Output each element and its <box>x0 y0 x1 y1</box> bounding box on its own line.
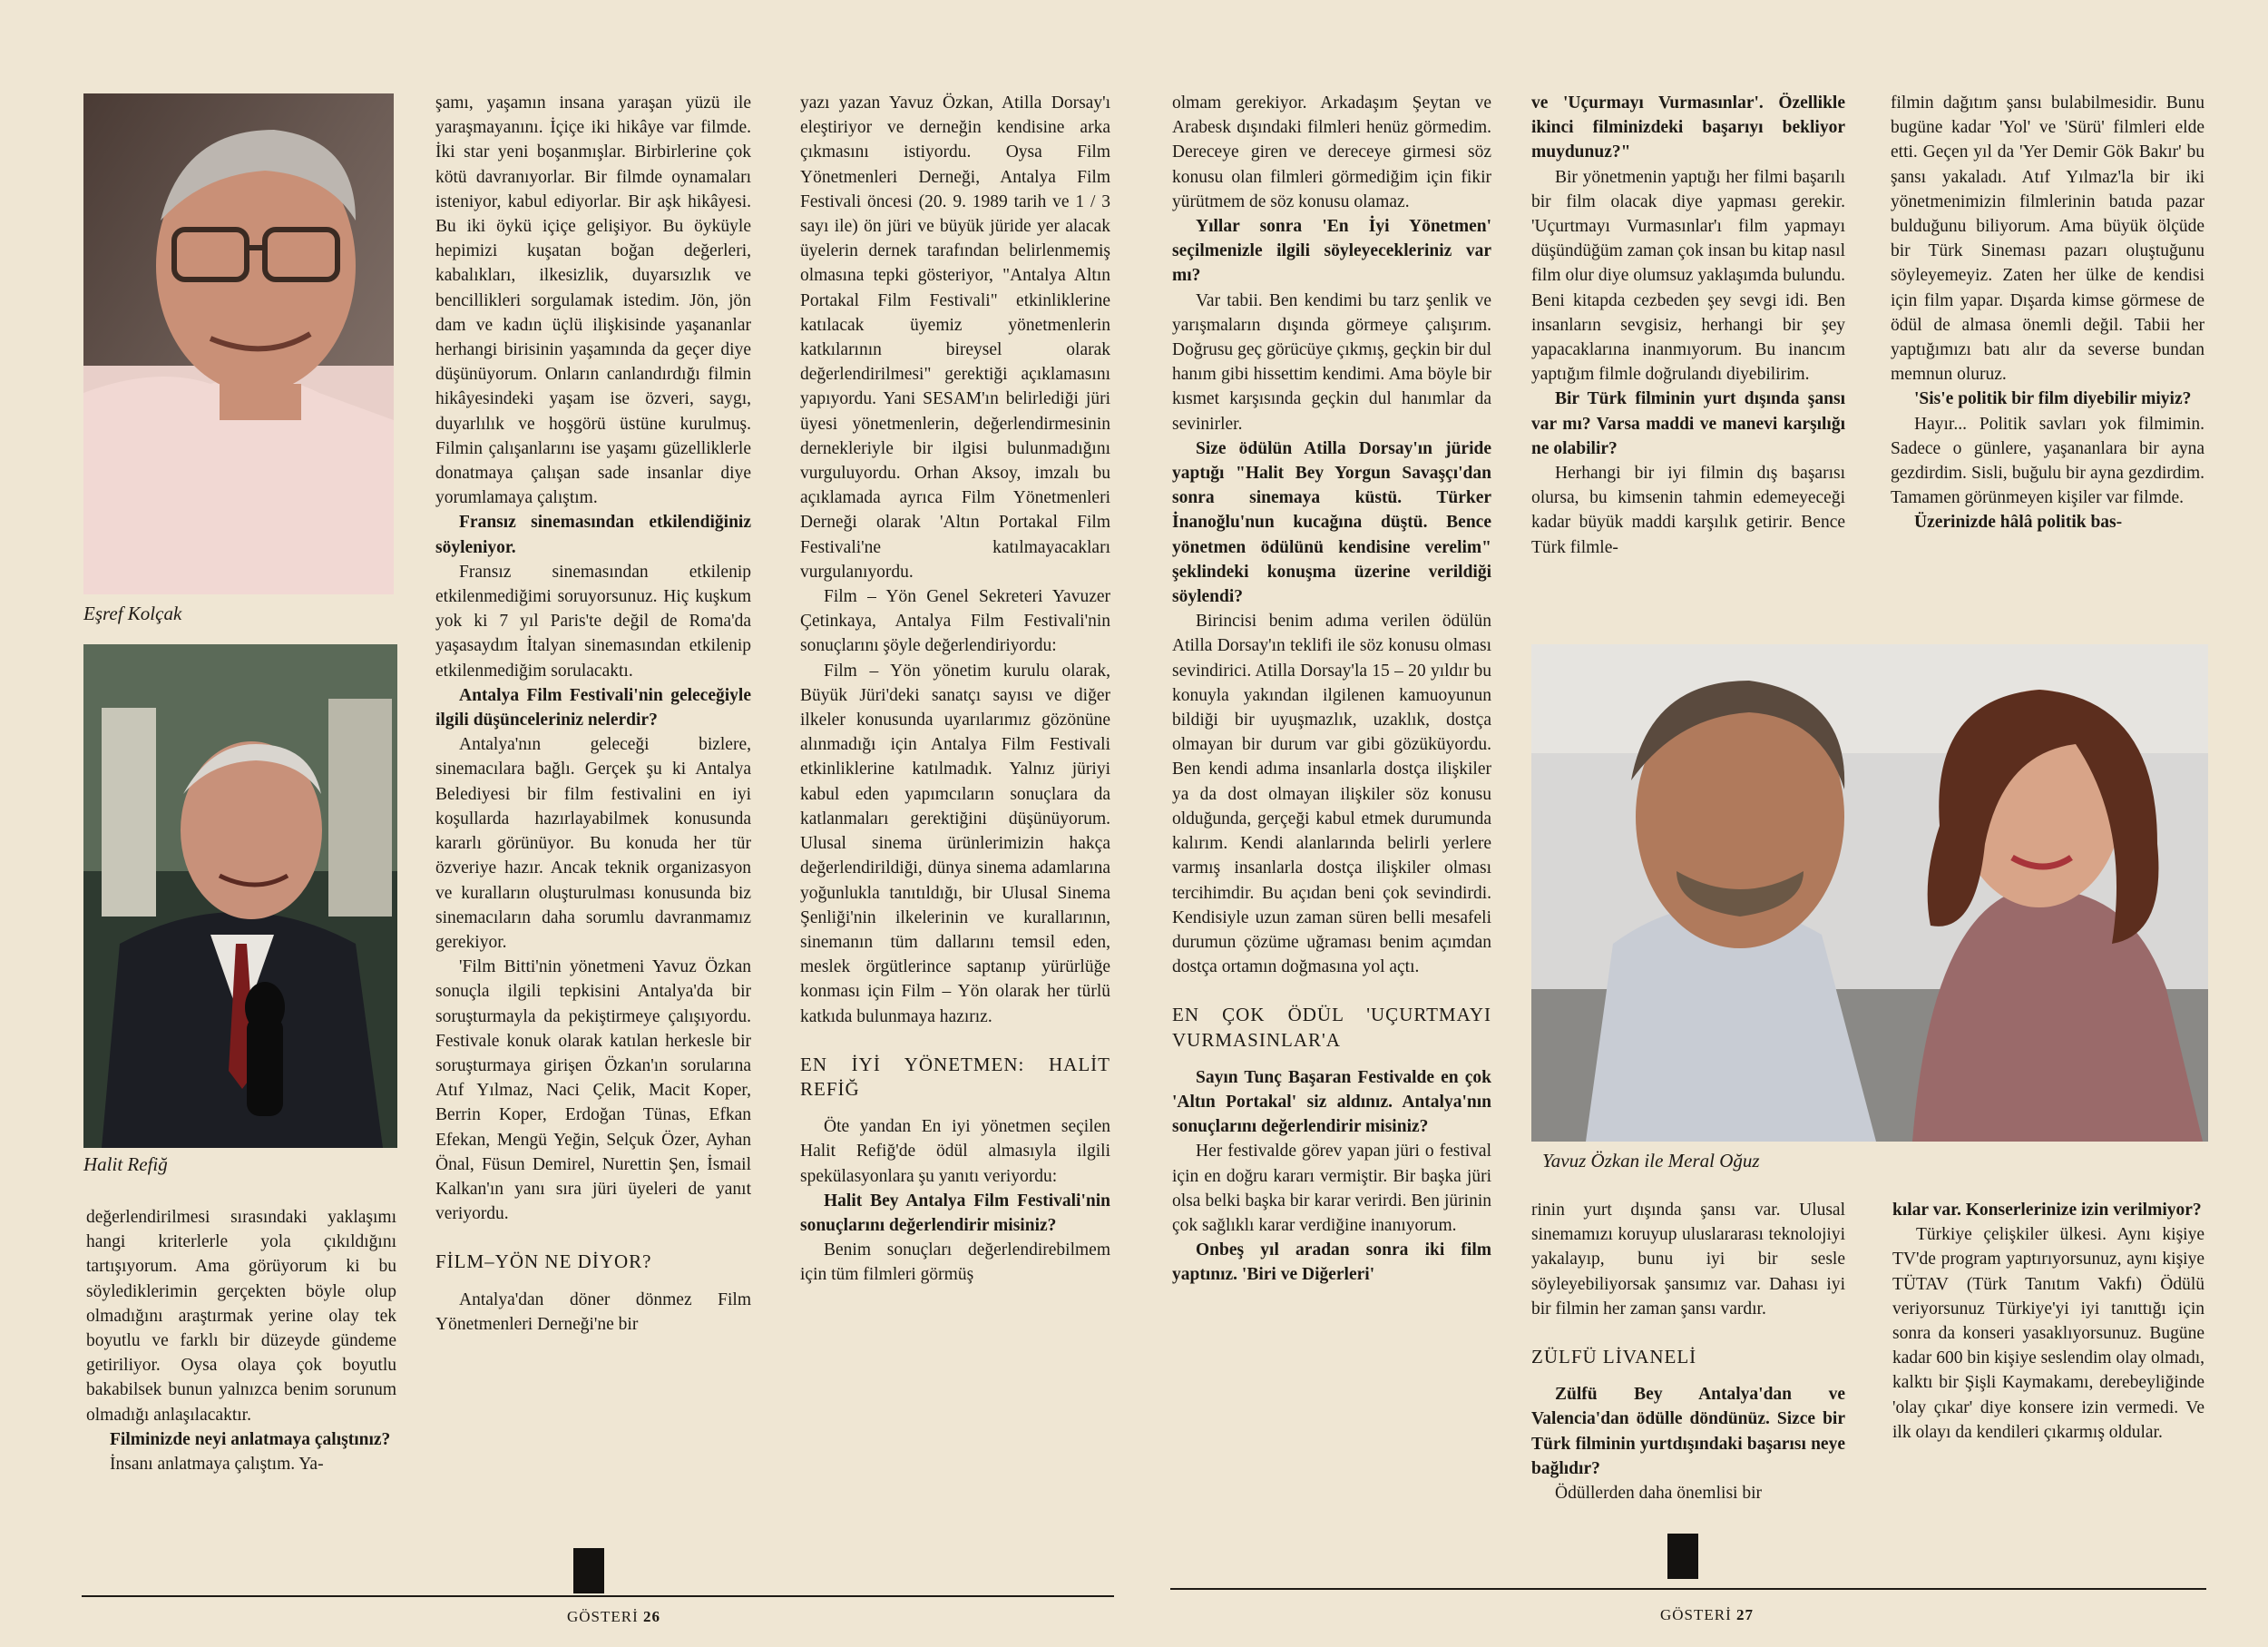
interview-question: Bir Türk filminin yurt dışında şansı var mı? Varsa maddi ve manevi karşılığı ne olabilir? <box>1531 389 1845 458</box>
paragraph: filmin dağıtım şansı bulabilmesidir. Bunu bugüne kadar 'Yol' ve 'Sürü' filmleri elde etti. Geçen yıl da 'Yer Demir Gök Bakır' bu şansı yakaladı. Atıf Yılmaz'la bir iki yönetmenimizin filmlerinin batıda pazar bulduğunu biliyorum. Ama büyük ölçüde bir Türk Sineması pazarı oluştuğunu söyleyemeyiz. Zaten her ülke de kendisi için film yapar. Dışarda kimse görmese de ödül de almasa önemli değil. Tabii her yaptığımızı batı alır da severse bundan memnun oluruz. <box>1891 93 2204 385</box>
footer-mark-right <box>1667 1534 1698 1579</box>
paragraph: İnsanı anlatmaya çalıştım. Ya- <box>110 1455 324 1475</box>
column-6-top <box>1891 91 2204 628</box>
section-heading: ZÜLFÜ LİVANELİ <box>1531 1346 1697 1368</box>
interview-question: Filminizde neyi anlatmaya çalıştınız? <box>110 1429 391 1449</box>
photo-halit-refig <box>83 644 397 1148</box>
column-6-bottom <box>1892 1198 2204 1526</box>
caption-photo1: Eşref Kolçak <box>83 603 182 624</box>
paragraph: Antalya'dan döner dönmez Film Yönetmenleri Derneği'ne bir <box>435 1289 751 1334</box>
paragraph: Antalya'nın geleceği bizlere, sinemacılara bağlı. Gerçek şu ki Antalya Belediyesi bir film festivalini en iyi koşullarda hazırlayabilmek konusunda kararlı görünüyor. Bu konuda her tür özveriye hazır. Ancak teknik organizasyon ve kuralların oluşturulması konusunda biz sinemacıların daha sorumlu davranmamız gerekiyor. <box>435 735 751 952</box>
column-3 <box>800 91 1110 1543</box>
paragraph: rinin yurt dışında şansı var. Ulusal sinemamızı koruyup uluslararası teknolojiyi yakalayıp, bunu iyi bir sesle söyleyebiliyorsak şansımız var. Dahası iyi bir filmin her zaman şansı vardır. <box>1531 1201 1845 1319</box>
footer-left-page: 26 <box>643 1608 661 1625</box>
paragraph: 'Film Bitti'nin yönetmeni Yavuz Özkan sonuçla ilgili tepkisini Antalya'da bir soruşturmayla da pekiştirmeye çalışıyordu. Festivale konuk olarak katılan herkesle bir soruşturmaya girişen Özkan'ın sorularına Atıf Yılmaz, Naci Çelik, Macit Koper, Berrin Koper, Erdoğan Tünas, Efkan Efekan, Mengü Yeğin, Selçuk Özer, Ayhan Önal, Füsun Demirel, Nurettin Şen, İsmail Kalkan'ın yanı sıra jüri üyeleri de yanıt veriyordu. <box>435 957 751 1224</box>
interview-question: Onbeş yıl aradan sonra iki film yaptınız. 'Biri ve Diğerleri' <box>1172 1240 1491 1285</box>
column-2 <box>435 91 751 1543</box>
paragraph: Var tabii. Ben kendimi bu tarz şenlik ve yarışmaların dışında görmeye çalışırım. Doğrusu geç görücüye çıkmış, geçkin bir dul hanım gibi hissettim kendimi. Ama böyle bir kısmet karşısında geçkin dul hanımlar da sevinirler. <box>1172 290 1491 434</box>
footer-rule-right <box>1170 1588 2206 1590</box>
caption-photo2: Halit Refiğ <box>83 1153 168 1175</box>
interview-question: kılar var. Konserlerinize izin verilmiyor? <box>1892 1201 2202 1220</box>
interview-question: ve 'Uçurmayı Vurmasınlar'. Özellikle ikinci filminizdeki başarıyı bekliyor muydunuz?" <box>1531 93 1845 162</box>
interview-question: Size ödülün Atilla Dorsay'ın jüride yaptığı "Halit Bey Yorgun Savaşçı'dan sonra sinemaya küstü. Türker İnanoğlu'nun kucağına düştü. Bence yönetmen ödülünü kendisine verelim" şeklindeki konuşma üzerine verildiği söylendi? <box>1172 438 1491 607</box>
footer-left-label: GÖSTERİ <box>567 1608 639 1625</box>
column-5-top <box>1531 91 1845 628</box>
paragraph: Herhangi bir iyi filmin dış başarısı olursa, bu kimsenin tahmin edemeyeceği kadar büyük maddi karşılık getirir. Bence Türk filmle- <box>1531 464 1845 557</box>
photo-yavuz-ozkan-meral-oguz <box>1531 644 2208 1142</box>
paragraph: Hayır... Politik savları yok filmimin. Sadece o günlere, yaşananlara bir ayna gezdirdim. Sisli, buğulu bir ayna gezdirdim. Tamamen görünmeyen kişiler var filmde. <box>1891 414 2204 508</box>
footer-folio-left <box>567 1608 660 1626</box>
interview-question: Sayın Tunç Başaran Festivalde en çok 'Altın Portakal' siz aldınız. Antalya'nın sonuçlarını değerlendirir misiniz? <box>1172 1067 1491 1137</box>
interview-question: Antalya Film Festivali'nin geleceğiyle ilgili düşünceleriniz nelerdir? <box>435 685 751 730</box>
paragraph: Fransız sinemasından etkilenip etkilenmediğimi soruyorsunuz. Hiç kuşkum yok ki 7 yıl Paris'te değil de Roma'da yaşasaydım İtalyan sinemasından etkilenip etkilenmediğim sorulacaktı. <box>435 562 751 681</box>
footer-rule-left <box>82 1595 1114 1597</box>
footer-right-page: 27 <box>1736 1606 1755 1623</box>
footer-right-label: GÖSTERİ <box>1660 1606 1732 1623</box>
footer-folio-right <box>1660 1606 1754 1624</box>
caption-photo3: Yavuz Özkan ile Meral Oğuz <box>1542 1150 1760 1172</box>
section-heading: EN ÇOK ÖDÜL 'UÇURTMAYI VURMASINLAR'A <box>1172 1004 1491 1051</box>
paragraph: Film – Yön yönetim kurulu olarak, Büyük Jüri'deki sanatçı sayısı ve diğer ilkeler konusunda uyarılarımız gözönüne alınmadığı için Antalya Film Festivali etkinliklerine katılmadık. Yalnız jüriyi kabul eden yapımcıların sonuçlara da katlanmaları gerektiğini düşünüyorum. Ulusal sinema ürünlerimizin hakça değerlendirildiği, dünya sinema adamlarına yoğunlukla tanıtıldığı, bir Ulusal Sinema Şenliği'nin ilkelerinin ve kurallarının, sinemanın tüm dallarını temsil eden, meslek örgütlerince saptanıp yürürlüğe konması için Film – Yön olarak her türlü katkıda bulunmaya hazırız. <box>800 661 1110 1026</box>
column-1 <box>86 1205 396 1541</box>
paragraph: Öte yandan En iyi yönetmen seçilen Halit Refiğ'de ödül almasıyla ilgili spekülasyonlara şu yanıtı veriyordu: <box>800 1117 1110 1186</box>
column-5-bottom <box>1531 1198 1845 1526</box>
photo-esref-kolcak <box>83 93 394 594</box>
paragraph: Bir yönetmenin yaptığı her filmi başarılı bir film olacak diye yapması gerekir. 'Uçurtmayı Vurmasınlar'ı film yapmayı düşündüğüm zaman çok insan bu kitap nasıl film olur diye olumsuz yaklaşımda bulundu. Beni kitapda cezbeden şey sevgi idi. Ben insanların sevgisiz, herhangi bir şey yapacaklarına inanmıyorum. Bu inancım yaptığım filmle doğrulandı diyebilirim. <box>1531 167 1845 385</box>
interview-question: Üzerinizde hâlâ politik bas- <box>1914 513 2123 533</box>
paragraph: yazı yazan Yavuz Özkan, Atilla Dorsay'ı eleştiriyor ve derneğin kendisine arka çıkmasını istiyordu. Oysa Film Yönetmenleri Derneği, Antalya Film Festivali öncesi (20. 9. 1989 tarih ve 1 / 3 sayı ile) ön jüri ve büyük jüride yer alacak üyelerin dernek tarafından belirlenmemiş olmasına tepki gösteriyor, "Antalya Altın Portakal Film Festivali" etkinliklerine katılacak üyemiz yönetmenlerin katkılarının bireysel olarak değerlendirilmesi" gerektiği açıklamasını yapıyordu. Yani SESAM'ın belirlediği jüri üyesi yönetmenlerin, değerlendirmesinin dernekleriyle bir ilgisi bulunmadığını vurguluyordu. Orhan Aksoy, imzalı bu açıklamada ayrıca Film Yönetmenleri Derneği olarak 'Altın Portakal Film Festivali'ne katılmayacakları vurgulanıyordu. <box>800 93 1110 582</box>
paragraph: Birincisi benim adıma verilen ödülün Atilla Dorsay'ın teklifi ile söz konusu olması sevindirici. Atilla Dorsay'la 15 – 20 yıldır bu konuyla yakından ilgilenen kamuoyunun bildiği bir uyuşmazlık, uzaklık, dostça olmayan bir durum var gibi gözüküyordu. Ben kendi adıma insanlarla dostça ilişkiler ya da dost olmayan ilişkiler söz konusu olduğunda, gerçeği kabul etmek durumunda kalırım. Kendi alanlarında belirli yerlere varmış insanlarla dostça ilişkiler olması tercihimdir. Bu açıdan beni çok sevindirdi. Kendisiyle uzun zaman süren belli mesafeli durumun çözüme uğraması benim açımdan dostça ortamın doğmasına yol açtı. <box>1172 612 1491 977</box>
paragraph: Her festivalde görev yapan jüri o festival için en doğru kararı vermiştir. Bir başka jüri olsa belki başka bir karar verirdi. Ben jürinin çok sağlıklı karar verdiğine inanıyorum. <box>1172 1142 1491 1235</box>
paragraph: Ödüllerden daha önemlisi bir <box>1555 1484 1762 1504</box>
paragraph: Benim sonuçları değerlendirebilmem için tüm filmleri görmüş <box>800 1240 1110 1285</box>
paragraph: Türkiye çelişkiler ülkesi. Aynı kişiye TV'de program yaptırıyorsunuz, aynı kişiye TÜTAV (Türk Tanıtım Vakfı) Ödülü veriyorsunuz Türkiye'yi iyi tanıttığı için sonra da konseri yasaklıyorsunuz. Bugüne kadar 600 bin kişiye seslendim olay olmadı, kalktı bir Şişli Kaymakamı, derebeyliğinde 'olay çıkar' diye konsere izin vermedi. Ve ilk olayı da kendileri çıkarmış oldular. <box>1892 1225 2204 1442</box>
interview-question: Zülfü Bey Antalya'dan ve Valencia'dan ödülle döndünüz. Sizce bir Türk filminin yurtdışındaki başarısı neye bağlıdır? <box>1531 1385 1845 1478</box>
footer-mark-left <box>573 1548 604 1593</box>
interview-question: Yıllar sonra 'En İyi Yönetmen' seçilmenizle ilgili söyleyecekleriniz var mı? <box>1172 217 1491 286</box>
paragraph: şamı, yaşamın insana yaraşan yüzü ile yaraşmayanını. İçiçe iki hikâye var filmde. İki star yeni boşanmışlar. Birbirlerine çok kötü davranıyorlar. Bir filmde oynamaları isteniyor, kabul ediyorlar. Bir aşk hikâyesi. Bu iki öykü içiçe gelişiyor. Bu öyküyle hepimizi kuşatan boğan değerleri, kabalıkları, ilkesizlik, duyarsızlık ve bencillikleri sorgulamak istedim. Jön, jön dam ve kadın üçlü ilişkisinde yaşananlar herhangi birisinin yaşamında da geçer diye düşünüyorum. Onların canlandırdığı filmin hikâyesindeki yaşam ise özveri, saygı, duyarlılık ve hoşgörü üstüne kurulmuş. Filmin çalışanlarını ise yaşamı güzelliklerle donatmaya çalışan sade insanlar diye yorumlamaya çalıştım. <box>435 93 751 508</box>
column-4 <box>1172 91 1491 1515</box>
interview-question: 'Sis'e politik bir film diyebilir miyiz? <box>1914 389 2192 409</box>
paragraph: olmam gerekiyor. Arkadaşım Şeytan ve Arabesk dışındaki filmleri henüz görmedim. Dereceye giren ve dereceye girmesi söz konusu olan filmleri görmediğim için fikir yürütmem de söz konusu olamaz. <box>1172 93 1491 211</box>
paragraph: değerlendirilmesi sırasındaki yaklaşımı hangi kriterlerle yola çıkıldığını tartışıyorum. Ama görüyorum ki bu söylediklerimin gerçekten böyle olup olmadığını araştırmak yerine olay tek boyutlu ve farklı bir düzeyde gündeme getiriliyor. Oysa olaya çok boyutlu bakabilsek bunun yalnızca benim sorunum olmadığı anlaşılacaktır. <box>86 1208 396 1425</box>
interview-question: Fransız sinemasından etkilendiğiniz söyleniyor. <box>435 513 751 557</box>
section-heading: FİLM–YÖN NE DİYOR? <box>435 1250 652 1273</box>
paragraph: Film – Yön Genel Sekreteri Yavuzer Çetinkaya, Antalya Film Festivali'nin sonuçlarını şöyle değerlendiriyordu: <box>800 587 1110 656</box>
section-heading: EN İYİ YÖNETMEN: HALİT REFİĞ <box>800 1053 1110 1100</box>
interview-question: Halit Bey Antalya Film Festivali'nin sonuçlarını değerlendirir misiniz? <box>800 1191 1110 1235</box>
